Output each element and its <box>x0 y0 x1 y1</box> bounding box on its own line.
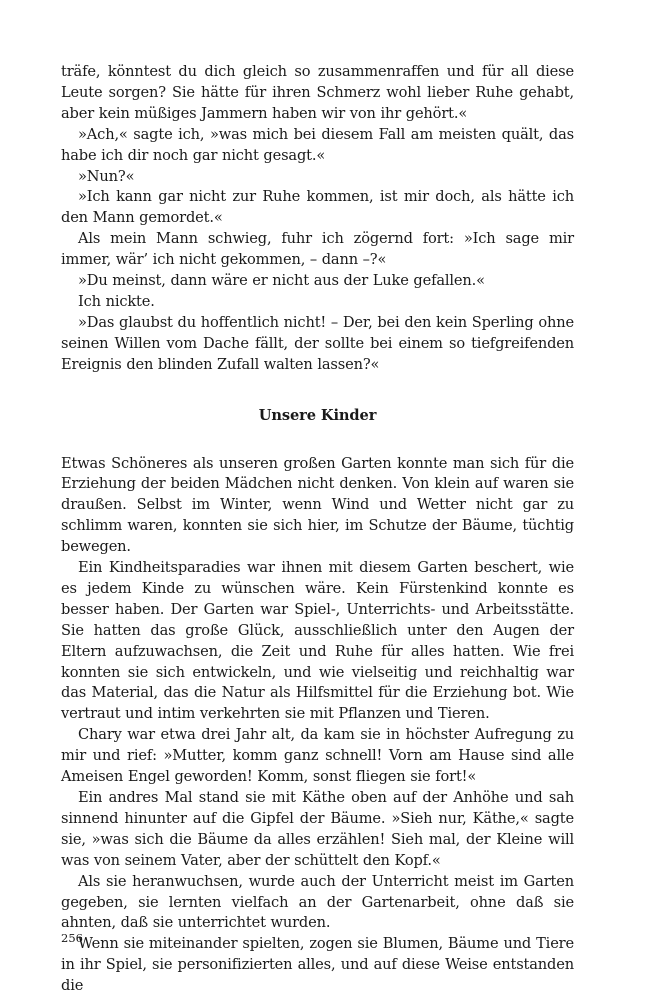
paragraph: »Ich kann gar nicht zur Ruhe kommen, ist mir doch, als hätte ich den Mann gemordet.« <box>61 187 574 229</box>
paragraph: »Du meinst, dann wäre er nicht aus der Luke gefallen.« <box>61 271 574 292</box>
section-unsere-kinder <box>61 454 574 997</box>
paragraph: »Das glaubst du hoffentlich nicht! – Der, bei den kein Sperling ohne seinen Willen vom Dache fällt, der sollte bei einem so tiefgreifenden Ereignis den blinden Zufall walten lassen?« <box>61 313 574 376</box>
paragraph: Als mein Mann schwieg, fuhr ich zögernd fort: »Ich sage mir immer, wär’ ich nicht gekommen, – dann –?« <box>61 229 574 271</box>
paragraph: Chary war etwa drei Jahr alt, da kam sie in höchster Aufregung zu mir und rief: »Mutter, komm ganz schnell! Vorn am Hause sind alle Ameisen Engel geworden! Komm, sonst fliegen sie fort!« <box>61 725 574 788</box>
paragraph: Als sie heranwuchsen, wurde auch der Unterricht meist im Garten gegeben, sie lernten vielfach an der Gartenarbeit, ohne daß sie ahnten, daß sie unterrichtet wurden. <box>61 872 574 935</box>
paragraph: träfe, könntest du dich gleich so zusammenraffen und für all diese Leute sorgen? Sie hätte für ihren Schmerz wohl lieber Ruhe gehabt, aber kein müßiges Jammern haben wir von ihr gehört.« <box>61 62 574 125</box>
paragraph: Ein andres Mal stand sie mit Käthe oben auf der Anhöhe und sah sinnend hinunter auf die Gipfel der Bäume. »Sieh nur, Käthe,« sagte sie, »was sich die Bäume da alles erzählen! Sieh mal, der Kleine will was von seinem Vater, aber der schüttelt den Kopf.« <box>61 788 574 872</box>
paragraph: Ich nickte. <box>61 292 574 313</box>
page-number: 256 <box>61 931 83 945</box>
page-body <box>61 62 574 997</box>
section-previous-text <box>61 62 574 376</box>
paragraph: »Ach,« sagte ich, »was mich bei diesem Fall am meisten quält, das habe ich dir noch gar nicht gesagt.« <box>61 125 574 167</box>
paragraph: »Nun?« <box>61 167 574 188</box>
paragraph: Ein Kindheitsparadies war ihnen mit diesem Garten beschert, wie es jedem Kinde zu wünschen wäre. Kein Fürstenkind konnte es besser haben. Der Garten war Spiel-, Unterrichts- und Arbeitsstätte. Sie hatten das große Glück, ausschließlich unter den Augen der Eltern aufzuwachsen, die Zeit und Ruhe für alles hatten. Wie frei konnten sie sich entwickeln, und wie vielseitig und reichhaltig war das Material, das die Natur als Hilfsmittel für die Erziehung bot. Wie vertraut und intim verkehrten sie mit Pflanzen und Tieren. <box>61 558 574 725</box>
paragraph: Wenn sie miteinander spielten, zogen sie Blumen, Bäume und Tiere in ihr Spiel, sie personifizierten alles, und auf diese Weise entstanden die <box>61 934 574 997</box>
paragraph: Etwas Schöneres als unseren großen Garten konnte man sich für die Erziehung der beiden Mädchen nicht denken. Von klein auf waren sie draußen. Selbst im Winter, wenn Wind und Wetter nicht gar zu schlimm waren, konnten sie sich hier, im Schutze der Bäume, tüchtig bewegen. <box>61 454 574 559</box>
section-heading: Unsere Kinder <box>61 406 574 427</box>
